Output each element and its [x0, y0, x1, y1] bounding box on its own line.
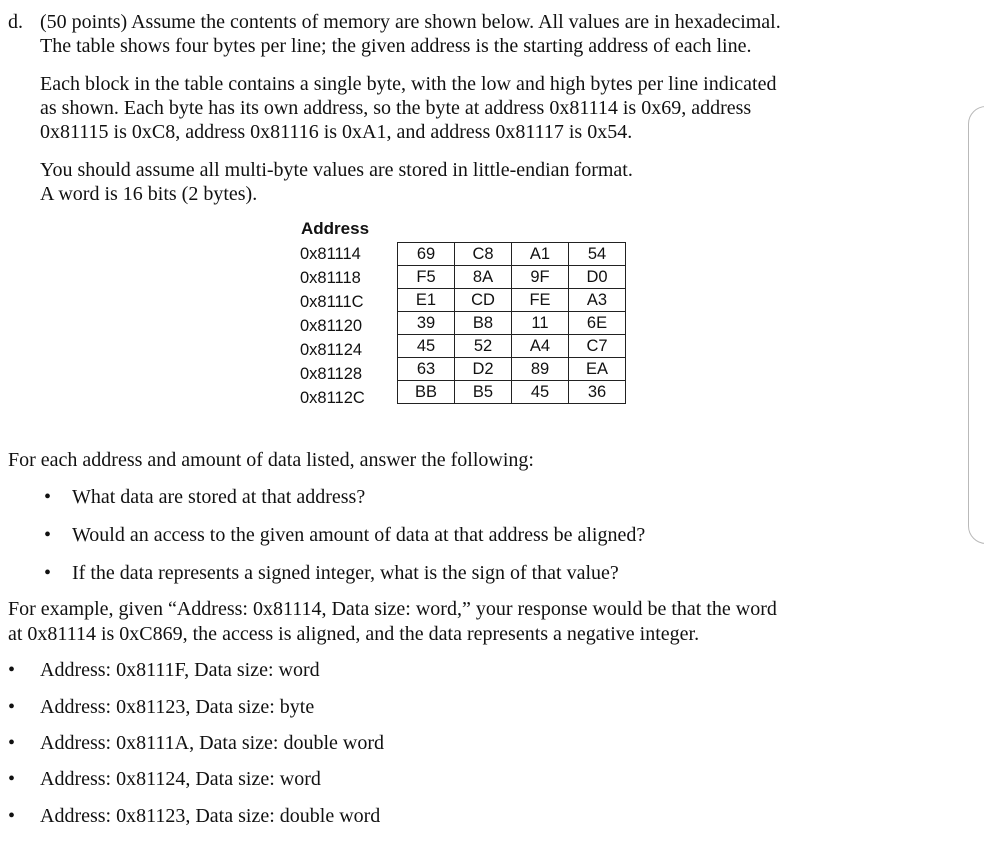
- byte-cell: A3: [569, 289, 626, 312]
- byte-cell: B5: [455, 381, 512, 404]
- byte-cell: B8: [455, 312, 512, 335]
- table-row: [398, 335, 626, 358]
- byte-cell: CD: [455, 289, 512, 312]
- bullet-icon: •: [8, 659, 16, 681]
- bullet-icon: •: [8, 732, 16, 754]
- table-row: [398, 381, 626, 404]
- bullet-icon: •: [8, 805, 16, 827]
- table-row: [398, 289, 626, 312]
- sub-question-2: Would an access to the given amount of data at that address be aligned?: [72, 524, 646, 546]
- explain-line-1: Each block in the table contains a single byte, with the low and high bytes per line indicated: [40, 73, 777, 95]
- byte-cell: EA: [569, 358, 626, 381]
- question-item: Address: 0x81123, Data size: byte: [40, 696, 315, 718]
- byte-cell: 69: [398, 243, 455, 266]
- byte-cell: 45: [512, 381, 569, 404]
- assume-line-2: A word is 16 bits (2 bytes).: [40, 183, 258, 205]
- byte-cell: 9F: [512, 266, 569, 289]
- address-cell: 0x81128: [300, 365, 363, 383]
- question-item: Address: 0x8111A, Data size: double word: [40, 732, 385, 754]
- sub-question-1: What data are stored at that address?: [72, 486, 366, 508]
- problem-label: d.: [8, 11, 23, 33]
- address-cell: 0x81118: [300, 269, 361, 287]
- questions-intro: For each address and amount of data listed, answer the following:: [8, 449, 534, 471]
- byte-cell: 89: [512, 358, 569, 381]
- question-item: Address: 0x81123, Data size: double word: [40, 805, 381, 827]
- address-cell: 0x8111C: [300, 293, 364, 311]
- address-cell: 0x81114: [300, 245, 361, 263]
- bullet-icon: •: [8, 768, 16, 790]
- explain-line-3: 0x81115 is 0xC8, address 0x81116 is 0xA1, and address 0x81117 is 0x54.: [40, 121, 633, 143]
- bullet-icon: •: [8, 696, 16, 718]
- byte-cell: BB: [398, 381, 455, 404]
- address-cell: 0x8112C: [300, 389, 365, 407]
- question-item: Address: 0x8111F, Data size: word: [40, 659, 320, 681]
- address-cell: 0x81124: [300, 341, 363, 359]
- problem-intro-line-1: (50 points) Assume the contents of memory are shown below. All values are in hexadecimal.: [40, 11, 781, 33]
- assume-line-1: You should assume all multi-byte values are stored in little-endian format.: [40, 159, 633, 181]
- byte-cell: 45: [398, 335, 455, 358]
- memory-table: [397, 242, 626, 404]
- table-row: [398, 358, 626, 381]
- address-column-header: Address: [301, 219, 370, 238]
- byte-cell: D2: [455, 358, 512, 381]
- byte-cell: D0: [569, 266, 626, 289]
- byte-cell: 63: [398, 358, 455, 381]
- byte-cell: FE: [512, 289, 569, 312]
- bullet-icon: •: [44, 524, 52, 546]
- byte-cell: A4: [512, 335, 569, 358]
- question-item: Address: 0x81124, Data size: word: [40, 768, 321, 790]
- sub-question-3: If the data represents a signed integer, what is the sign of that value?: [72, 562, 619, 584]
- table-row: [398, 243, 626, 266]
- table-row: [398, 266, 626, 289]
- byte-cell: F5: [398, 266, 455, 289]
- address-column: [300, 242, 396, 410]
- byte-cell: A1: [512, 243, 569, 266]
- table-row: [398, 312, 626, 335]
- explain-line-2: as shown. Each byte has its own address, so the byte at address 0x81114 is 0x69, address: [40, 97, 752, 119]
- byte-cell: 6E: [569, 312, 626, 335]
- byte-cell: 54: [569, 243, 626, 266]
- example-line-1: For example, given “Address: 0x81114, Data size: word,” your response would be that the word: [8, 598, 777, 620]
- problem-intro-line-2: The table shows four bytes per line; the given address is the starting address of each line.: [40, 35, 752, 57]
- byte-cell: 11: [512, 312, 569, 335]
- example-line-2: at 0x81114 is 0xC869, the access is aligned, and the data represents a negative integer.: [8, 623, 700, 645]
- bullet-icon: •: [44, 562, 52, 584]
- side-panel-handle[interactable]: [968, 106, 984, 544]
- byte-cell: 52: [455, 335, 512, 358]
- byte-cell: E1: [398, 289, 455, 312]
- address-cell: 0x81120: [300, 317, 363, 335]
- byte-cell: 39: [398, 312, 455, 335]
- byte-cell: C7: [569, 335, 626, 358]
- byte-cell: C8: [455, 243, 512, 266]
- byte-cell: 8A: [455, 266, 512, 289]
- bullet-icon: •: [44, 486, 52, 508]
- byte-cell: 36: [569, 381, 626, 404]
